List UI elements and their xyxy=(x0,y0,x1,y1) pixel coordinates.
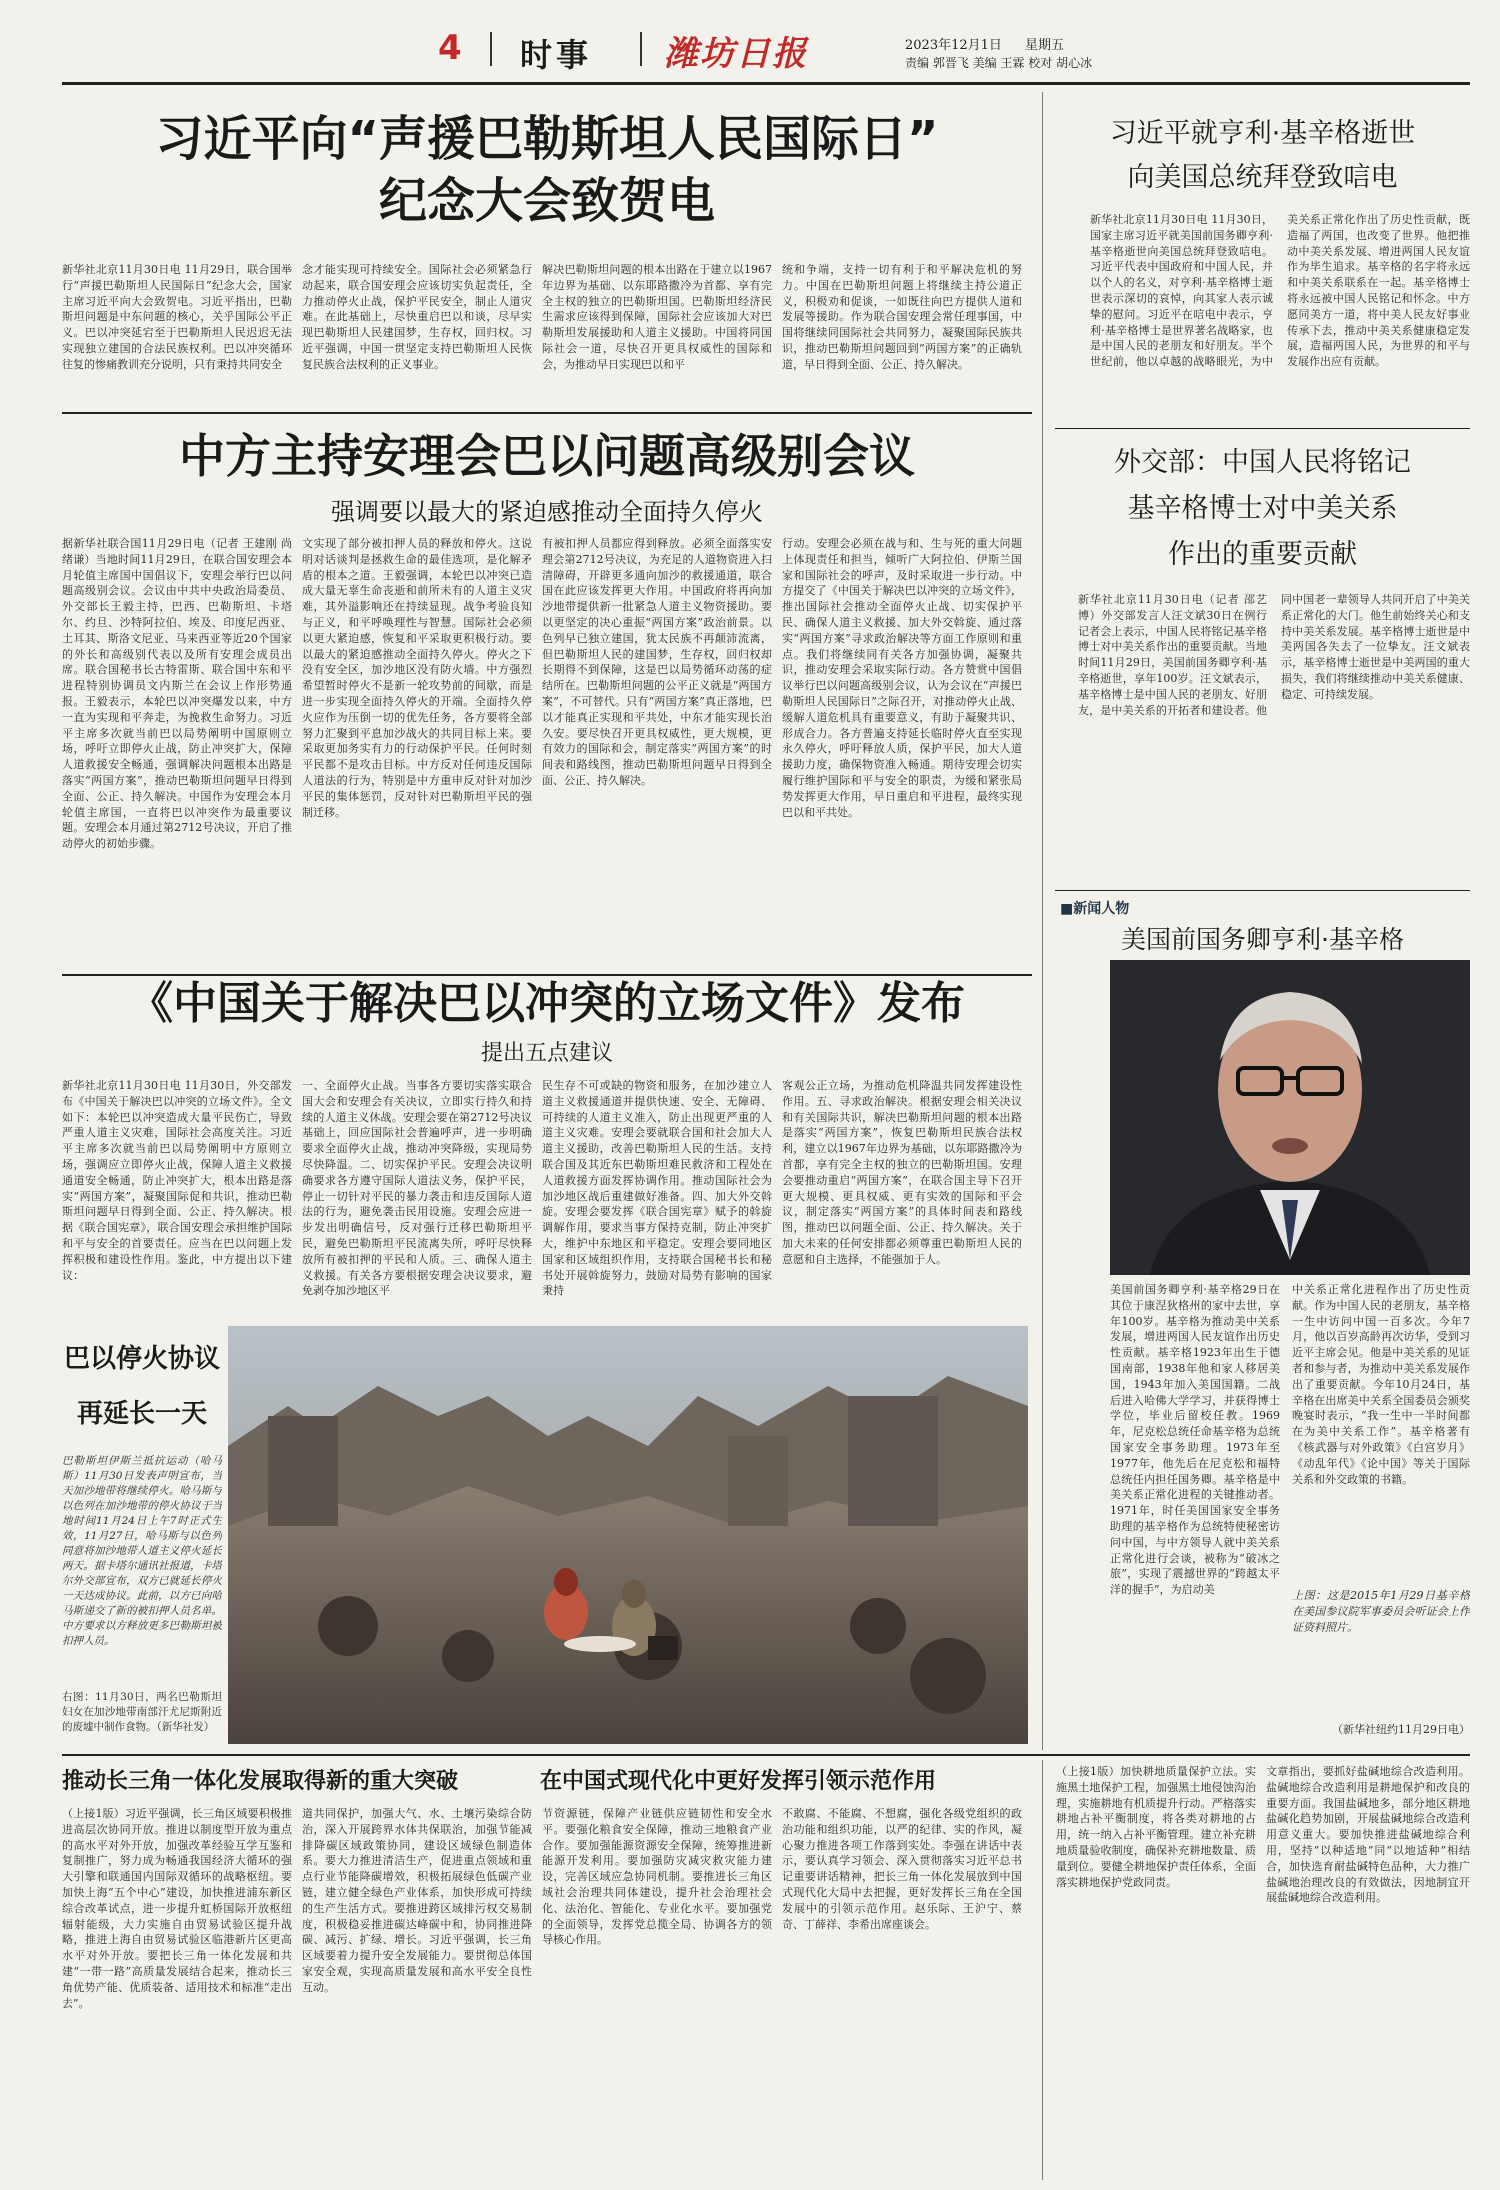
masthead-divider xyxy=(490,32,492,66)
mfa-body: 新华社北京11月30日电（记者 邵艺博）外交部发言人汪文斌30日在例行记者会上表示，中国人民将铭记基辛格博士对中美关系作出的重要贡献。当地时间11月29日，美国前国务卿亨利·基辛格逝世，享年100岁。汪文斌表示，基辛格博士是中国人民的老朋友、好朋友，是中美关系的开拓者和建设者。他同中国老一辈领导人共同开启了中美关系正常化的大门。他生前始终关心和支持中美关系发展。基辛格博士逝世是中美两国各失去了一位挚友。汪文斌表示，基辛格博士逝世是中美两国的重大损失，我们将继续推动中美关系健康、稳定、可持续发展。 xyxy=(1078,593,1470,717)
bottom-col5: （上接1版）加快耕地质量保护立法。实施黑土地保护工程，加强黑土地侵蚀沟治理，实施耕地有机质提升行动。严格落实耕地占补平衡制度，将各类对耕地的占用，统一纳入占补平衡管理。建立补充耕地质量验收制度，确保补充耕地数量、质量到位。要健全耕地保护责任体系，全面落实耕地保护党政同责。 xyxy=(1056,1765,1256,1889)
profile-photo-caption: 上图：这是2015年1月29日基辛格在美国参议院军事委员会听证会上作证资料照片。 xyxy=(1292,1589,1470,1634)
paper-logo: 潍坊日报 xyxy=(664,34,808,74)
issue-weekday: 星期五 xyxy=(1025,38,1065,53)
article1-bottom-rule xyxy=(62,412,1032,414)
sidebar-divider xyxy=(1042,92,1043,1750)
ceasefire-photo-caption: 右图：11月30日，两名巴勒斯坦妇女在加沙地带南部汗尤尼斯附近的废墟中制作食物。（新华社发） xyxy=(62,1691,222,1733)
kissinger-condolence-title-line1: 习近平就亨利·基辛格逝世 xyxy=(1109,118,1416,149)
mfa-title xyxy=(1055,440,1470,578)
profile-tag: ■新闻人物 xyxy=(1060,901,1130,917)
article1-col1: 新华社北京11月30日电 11月29日，联合国举行“声援巴勒斯坦人民国际日”纪念大会，国家主席习近平向大会致贺电。习近平指出，巴勒斯坦问题是中东问题的核心，关乎国际公平正义。巴以冲突延宕至于巴勒斯坦人民迟迟无法实现独立建国的合法民族权利。巴以冲突循环往复的惨痛教训充分说明，只有秉持共同安全 xyxy=(62,263,292,371)
kissinger-condolence-title-line2: 向美国总统拜登致唁电 xyxy=(1127,162,1398,193)
kissinger-portrait-image xyxy=(1110,960,1470,1275)
mfa-title-line2: 基辛格博士对中美关系 xyxy=(1127,493,1398,524)
article2-col2: 文实现了部分被扣押人员的释放和停火。这说明对话谈判是拯救生命的最佳选项，是化解矛盾的根本之道。王毅强调，本轮巴以冲突已造成大量无辜生命丧逝和前所未有的人道主义灾难，其外溢影响还在持续显现。战争考验良知与正义，和平呼唤理性与智慧。国际社会必须以更大紧迫感，恢复和平采取更积极行动。要以最大的紧迫感推动全面持久停火。停火之下没有安全区，加沙地区没有防火墙。中方强烈希望暂时停火不是新一轮攻势前的间歇，而是进一步实现全面持久停火的开端。全面持久停火应作为压倒一切的优先任务，各方要将全部努力汇聚到平息加沙战火的共同目标上来。要采取更加务实有力的行动保护平民。任何时刻平民都不是攻击目标。中方反对任何违反国际人道法的行为，特别是中方重申反对针对加沙平民的集体惩罚，反对针对巴勒斯坦平民的强制迁移。 xyxy=(302,537,532,819)
editor-credits: 责编 郭晋飞 美编 王霖 校对 胡心冰 xyxy=(905,56,1093,70)
bottom-col6: 文章指出，要抓好盐碱地综合改造利用。盐碱地综合改造利用是耕地保护和改良的重要方面。我国盐碱地多，部分地区耕地盐碱化趋势加剧，开展盐碱地综合改造利用意义重大。要加快推进盐碱地综合利用，坚持“以种适地”同“以地适种”相结合，加快选育耐盐碱特色品种，大力推广盐碱地治理改良的有效做法，因地制宜开展盐碱地综合改造利用。 xyxy=(1266,1765,1470,1905)
article1-col3: 解决巴勒斯坦问题的根本出路在于建立以1967年边界为基础、以东耶路撒冷为首都、享有完全主权的独立的巴勒斯坦国。巴勒斯坦经济民生需求应该得到保障，国际社会应该加大对巴勒斯坦发展援助和人道主义援助。中国将同国际社会一道，尽快召开更具权威性的国际和会，为推动早日实现巴以和平 xyxy=(542,263,772,371)
ceasefire-box xyxy=(62,1322,222,1742)
sidebar-rule-2 xyxy=(1055,890,1470,891)
gaza-ruins-photo xyxy=(228,1326,1028,1744)
ceasefire-body: 巴勒斯坦伊斯兰抵抗运动（哈马斯）11月30日发表声明宣布，当天加沙地带将继续停火。哈马斯与以色列在加沙地带的停火协议于当地时间11月24日上午7时正式生效，11月27日，哈马斯与以色列同意将加沙地带人道主义停火延长两天。据卡塔尔通讯社报道，卡塔尔外交部宣布，双方已就延长停火一天达成协议。此前，以方已向哈马斯递交了新的被扣押人员名单。中方要求以方释放更多巴勒斯坦被扣押人员。 xyxy=(62,1455,222,1647)
article3-col2: 一、全面停火止战。当事各方要切实落实联合国大会和安理会有关决议，立即实行持久和持续的人道主义休战。安理会要在第2712号决议基础上，回应国际社会普遍呼声，进一步明确要求全面停火止战，推动冲突降级，实现局势尽快降温。二、切实保护平民。安理会决议明确要求各方遵守国际人道法义务，保护平民，停止一切针对平民的暴力袭击和违反国际人道法的行为，避免袭击民用设施。安理会应进一步发出明确信号，反对强行迁移巴勒斯坦平民，避免巴勒斯坦平民流离失所，呼吁尽快释放所有被扣押的平民和人质。三、确保人道主义救援。有关各方要根据安理会决议要求，避免剥夺加沙地区平 xyxy=(302,1079,532,1298)
section-name: 时事 xyxy=(520,36,593,74)
article2-col1: 据新华社联合国11月29日电（记者 王建刚 尚绪谦）当地时间11月29日，在联合国安理会本月轮值主席国中国倡议下，安理会举行巴以问题高级别会议。会议由中共中央政治局委员、外交部长王毅主持，巴西、巴勒斯坦、卡塔尔、约旦、沙特阿拉伯、埃及、印度尼西亚、土耳其、斯洛文尼亚、马来西亚等近20个国家的外长和高级别代表以及所有安理会成员出席。联合国秘书长古特雷斯、联合国中东和平进程特别协调员文内斯兰在会议上作形势通报。王毅表示，本轮巴以冲突爆发以来，中方一直为实现和平奔走，为挽救生命努力。习近平主席多次就当前巴以局势阐明中国原则立场，呼吁立即停火止战，防止冲突扩大，保障人道救援安全畅通，强调解决问题根本出路是落实“两国方案”，推动巴勒斯坦问题早日得到全面、公正、持久解决。中国作为安理会本月轮值主席国，一直将巴以冲突作为最重要议题。安理会本月通过第2712号决议，开启了推动停火的初始步骤。 xyxy=(62,537,292,851)
profile-credit: （新华社纽约11月29日电） xyxy=(1332,1723,1470,1736)
bottom-title-left: 推动长三角一体化发展取得新的重大突破 xyxy=(62,1769,459,1794)
profile-title: 美国前国务卿亨利·基辛格 xyxy=(1121,925,1404,954)
bottom-sidebar-divider xyxy=(1042,1760,1043,2180)
issue-date: 2023年12月1日 xyxy=(905,38,1002,53)
upper-bottom-rule xyxy=(62,1754,1470,1756)
sidebar-rule-1 xyxy=(1055,428,1470,429)
bottom-col3: 节资源链，保障产业链供应链韧性和安全水平。要强化粮食安全保障，推动三地粮食产业合作。要加强能源资源安全保障，统筹推进新能源开发利用。要加强防灾减灾救灾能力建设，完善区域应急协同机制。要推进长三角区域社会治理共同体建设，提升社会治理社会化、法治化、智能化、专业化水平。要加强党的全面领导，发挥党总揽全局、协调各方的领导核心作用。 xyxy=(542,1807,772,1947)
kissinger-condolence-title xyxy=(1055,112,1470,200)
bottom-col2: 道共同保护，加强大气、水、土壤污染综合防治，深入开展跨界水体共保联治，加强节能减排降碳区域政策协同，建设区域绿色制造体系。要大力推进清洁生产，促进重点领域和重点行业节能降碳增效，积极拓展绿色低碳产业链，建立健全绿色产业体系，加快形成可持续的生产生活方式。要推进跨区域排污权交易制度，积极稳妥推进碳达峰碳中和，协同推进降碳、减污、扩绿、增长。习近平强调，长三角区域要着力提升安全发展能力。要贯彻总体国家安全观，实现高质量发展和高水平安全良性互动。 xyxy=(302,1807,532,1994)
article1-title-line2: 纪念大会致贺电 xyxy=(378,173,715,229)
article1-title xyxy=(62,108,1032,232)
article3-col3: 民生存不可或缺的物资和服务，在加沙建立人道主义救援通道并提供快速、安全、无障碍、可持续的人道主义准入，防止出现更严重的人道主义灾难。安理会要就联合国和社会加大人道主义援助，改善巴勒斯坦人民的生活。支持联合国及其近东巴勒斯坦难民救济和工程处在人道救援方面发挥协调作用。推动国际社会为加沙地区战后重建做好准备。四、加大外交斡旋。安理会要发挥《联合国宪章》赋予的斡旋调解作用，要求当事方保持克制，防止冲突扩大，维护中东地区和平稳定。安理会要同地区国家和区域组织作用，支持联合国秘书长和秘书处开展斡旋努力，鼓励对局势有影响的国家秉持 xyxy=(542,1079,772,1298)
article3-title: 《中国关于解决巴以冲突的立场文件》发布 xyxy=(129,978,965,1029)
article1-col2: 念才能实现可持续安全。国际社会必须紧急行动起来，联合国安理会应该切实负起责任，全力推动停火止战，保护平民安全，制止人道灾难。在此基础上，尽快重启巴以和谈，尽早实现巴勒斯坦人民建国梦，生存权，回归权。习近平强调，中国一贯坚定支持巴勒斯坦人民恢复民族合法权利的正义事业。 xyxy=(302,263,532,371)
kissinger-condolence-body: 新华社北京11月30日电 11月30日，国家主席习近平就美国前国务卿亨利·基辛格逝世向美国总统拜登致唁电。习近平代表中国政府和中国人民，并以个人的名义，对亨利·基辛格博士逝世表示深切的哀悼，向其家人表示诚挚的慰问。习近平在唁电中表示，亨利·基辛格博士是世界著名战略家，也是中国人民的老朋友和好朋友。半个世纪前，他以卓越的战略眼光，为中美关系正常化作出了历史性贡献，既造福了两国，也改变了世界。他把推动中美关系发展、增进两国人民友谊作为毕生追求。基辛格的名字将永远和中美关系联系在一起。基辛格博士将永远被中国人民铭记和怀念。中方愿同美方一道，将中美人民友好事业传承下去，推动中美关系健康稳定发展，造福两国人民，为世界的和平与发展作出应有贡献。 xyxy=(1090,213,1470,369)
bottom-col4: 不敢腐、不能腐、不想腐，强化各级党组织的政治功能和组织功能，以严的纪律、实的作风，凝心聚力推进各项工作落到实处。李强在讲话中表示，要认真学习领会、深入贯彻落实习近平总书记重要讲话精神，把长三角一体化发展放到中国式现代化大局中去把握，更好发挥长三角在全国发展中的引领示范作用。赵乐际、王沪宁、蔡奇、丁薛祥、李希出席座谈会。 xyxy=(782,1807,1022,1931)
article2-subtitle: 强调要以最大的紧迫感推动全面持久停火 xyxy=(331,498,763,526)
article2-col3: 有被扣押人员都应得到释放。必须全面落实安理会第2712号决议，为充足的人道物资进入扫清障碍，开辟更多通向加沙的救援通道，联合国在此应该发挥更大作用。中国政府将再向加沙地带提供新一批紧急人道主义物资援助。要以更坚定的决心重振“两国方案”政治前景。以色列早已独立建国，犹太民族不再颠沛流离，但巴勒斯坦人民的建国梦，生存权，回归权却长期得不到保障，这是巴以局势循环动荡的症结所在。巴勒斯坦问题的公平正义就是“两国方案”，不可替代。只有“两国方案”真正落地，巴以才能真正实现和平共处，中东才能实现长治久安。要尽快召开更具权威性，更大规模，更有效力的国际和会，制定落实“两国方案”的时间表和路线图，推动巴勒斯坦问题早日得到全面、公正、持久解决。 xyxy=(542,537,772,787)
article2-col4: 行动。安理会必须在战与和、生与死的重大问题上体现责任和担当，倾听广大阿拉伯、伊斯兰国家和国际社会的呼声，及时采取进一步行动。中方提交了《中国关于解决巴以冲突的立场文件》，推出国际社会推动全面停火止战、切实保护平民、确保人道主义救援、加大外交斡旋、通过落实“两国方案”寻求政治解决等方面工作原则和重点。我们将继续同有关各方加强协调，凝聚共识，推动安理会采取实际行动。各方赞赏中国倡议举行巴以问题高级别会议，认为会议在“声援巴勒斯坦人民国际日”之际召开，对推动停火止战、缓解人道危机具有重要意义，有助于凝聚共识、形成合力。各方普遍支持延长临时停火直至实现永久停火，呼吁释放人质，保护平民，加大人道援助力度，确保物资准入畅通。期待安理会切实履行维护国际和平与安全的职责，为缓和紧张局势发挥更大作用，早日重启和平进程，最终实现巴以和平共处。 xyxy=(782,537,1022,819)
masthead xyxy=(0,0,1500,74)
page-number: 4 xyxy=(438,28,462,68)
article2-title: 中方主持安理会巴以问题高级别会议 xyxy=(179,429,915,483)
ceasefire-title-line1: 巴以停火协议 xyxy=(63,1344,220,1374)
gaza-ruins-photo-image xyxy=(228,1326,1028,1744)
mfa-title-line3: 作出的重要贡献 xyxy=(1168,539,1357,570)
article3-subtitle: 提出五点建议 xyxy=(480,1041,613,1066)
masthead-rule xyxy=(62,82,1470,85)
profile-body: 美国前国务卿亨利·基辛格29日在其位于康涅狄格州的家中去世，享年100岁。基辛格为推动美中关系发展，增进两国人民友谊作出历史性贡献。基辛格1923年出生于德国南部，1938年他和家人移居美国，1943年加入美国国籍。二战后进入哈佛大学学习，并获得博士学位，毕业后留校任教。1969年，尼克松总统任命基辛格为总统国家安全事务助理。1973年至1977年，他先后在尼克松和福特总统任内担任国务卿。基辛格是中美关系正常化进程的关键推动者。1971年，时任美国国家安全事务助理的基辛格作为总统特使秘密访问中国，与中方领导人就中美关系正常化进行会谈，被称为“破冰之旅”，实现了震撼世界的“跨越太平洋的握手”，为启动美 xyxy=(1110,1283,1280,1597)
masthead-divider-2 xyxy=(640,32,642,66)
article1-title-line1: 习近平向“声援巴勒斯坦人民国际日” xyxy=(155,111,939,167)
bottom-col1: （上接1版）习近平强调，长三角区域要积极推进高层次协同开放。推进以制度型开放为重点的高水平对外开放，加强改革经验互学互鉴和复制推广，努力成为畅通我国经济大循环的强大引擎和联通国内国际双循环的战略枢纽。要加快上海“五个中心”建设，加快推进浦东新区综合改革试点，进一步提升虹桥国际开放枢纽辐射能级，大力实施自由贸易试验区提升战略，推进上海自由贸易试验区临港新片区更高水平对外开放。要把长三角一体化发展和共建“一带一路”高质量发展结合起来，推动长三角优势产能、优质装备、适用技术和标准“走出去”。 xyxy=(62,1807,292,2010)
profile-body-2: 中关系正常化进程作出了历史性贡献。作为中国人民的老朋友，基辛格一生中访问中国一百多次。今年7月，他以百岁高龄再次访华，受到习近平主席会见。他是中美关系的见证者和参与者，为推动中美关系发展作出了重要贡献。今年10月24日，基辛格在出席美中关系全国委员会颁奖晚宴时表示，“我一生中一半时间都在为美中关系工作”。基辛格著有《核武器与对外政策》《白宫岁月》《动乱年代》《论中国》等关于国际关系和外交政策的书籍。 xyxy=(1292,1283,1470,1486)
article3-col1: 新华社北京11月30日电 11月30日，外交部发布《中国关于解决巴以冲突的立场文件》。全文如下：本轮巴以冲突造成大量平民伤亡，导致严重人道主义灾难，国际社会高度关注。习近平主席多次就当前巴以局势阐明中方原则立场，强调应立即停火止战，保障人道主义救援通道安全畅通，防止冲突扩大，根本出路是落实“两国方案”，凝聚国际促和共识，推动巴勒斯坦问题早日得到全面、公正、持久解决。根据《联合国宪章》，联合国安理会承担维护国际和平与安全的首要责任。应当在巴以问题上发挥积极和建设性作用。鉴此，中方提出以下建议： xyxy=(62,1079,292,1282)
ceasefire-title-line2: 再延长一天 xyxy=(76,1399,207,1429)
kissinger-portrait xyxy=(1110,960,1470,1275)
article1-col4: 统和争端，支持一切有利于和平解决危机的努力。中国在巴勒斯坦问题上将继续主持公道正义，积极劝和促谈，一如既往向巴方提供人道和发展等援助。作为联合国安理会常任理事国，中国将继续同国际社会共同努力，凝聚国际民族共识，推动巴勒斯坦问题回到“两国方案”的正确轨道，早日得到全面、公正、持久解决。 xyxy=(782,263,1022,371)
article3-col4: 客观公正立场，为推动危机降温共同发挥建设性作用。五、寻求政治解决。根据安理会相关决议和有关国际共识，解决巴勒斯坦问题的根本出路是落实“两国方案”，恢复巴勒斯坦民族合法权利，建立以1967年边界为基础，以东耶路撒冷为首都，享有完全主权的独立的巴勒斯坦国。安理会要推动重启“两国方案”，在联合国主导下召开更大规模、更具权威、更有实效的国际和平会议，制定落实“两国方案”的具体时间表和路线图，推动巴以问题全面、公正、持久解决。关于加大未来的任何安排都必须尊重巴勒斯坦人民的意愿和自主选择，不能强加于人。 xyxy=(782,1079,1022,1266)
bottom-title-right: 在中国式现代化中更好发挥引领示范作用 xyxy=(540,1769,937,1794)
mfa-title-line1: 外交部：中国人民将铭记 xyxy=(1114,447,1411,478)
